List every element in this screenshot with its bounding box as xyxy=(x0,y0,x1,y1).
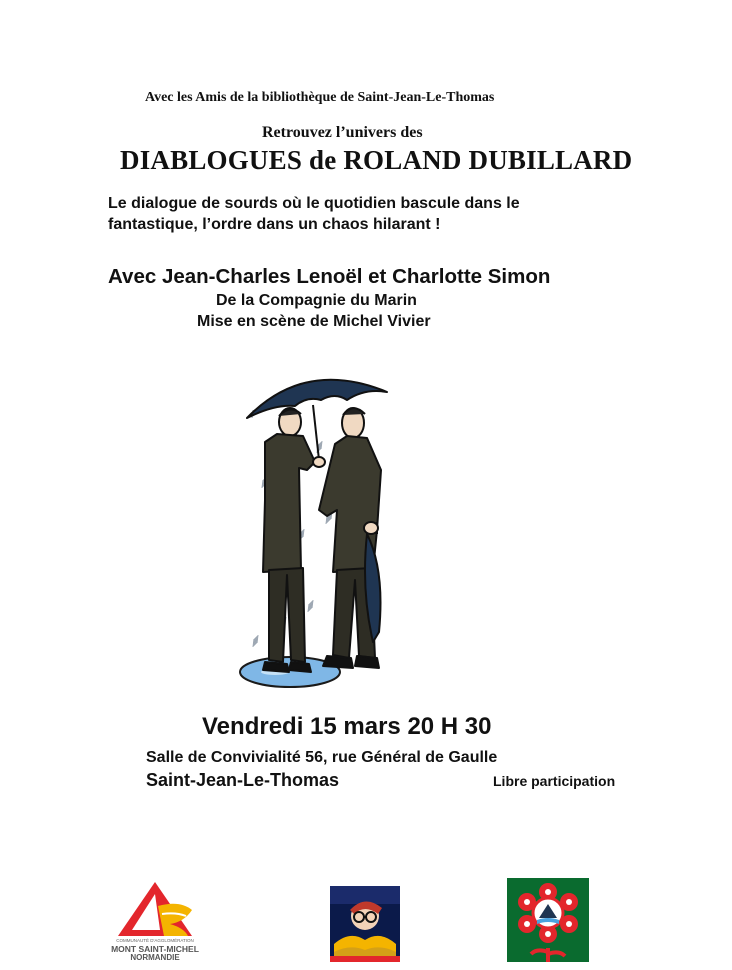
agglo-logo-line-2: MONT SAINT-MICHEL xyxy=(111,944,199,954)
cast-line: Avec Jean-Charles Lenoël et Charlotte Simon xyxy=(108,265,551,288)
mont-saint-michel-logo-icon xyxy=(100,880,210,938)
mont-saint-michel-agglo-logo xyxy=(100,880,210,962)
flower-logo xyxy=(507,878,589,962)
page-title: DIABLOGUES de ROLAND DUBILLARD xyxy=(120,145,633,175)
director-line: Mise en scène de Michel Vivier xyxy=(197,313,431,330)
agglo-logo-line-1: COMMUNAUTÉ D'AGGLOMÉRATION xyxy=(116,938,194,943)
description-line-1: Le dialogue de sourds où le quotidien bascule dans le xyxy=(108,195,520,212)
company-line: De la Compagnie du Marin xyxy=(216,292,417,309)
lead-line: Retrouvez l’univers des xyxy=(262,124,423,141)
event-town: Saint-Jean-Le-Thomas xyxy=(146,770,340,790)
two-men-umbrella-illustration xyxy=(235,370,400,695)
man-with-closed-umbrella xyxy=(319,408,381,668)
agglo-logo-line-3: NORMANDIE xyxy=(130,953,180,962)
event-venue: Salle de Convivialité 56, rue Général de Gaulle xyxy=(146,749,498,766)
description-line-2: fantastique, l’ordre dans un chaos hilarant ! xyxy=(108,216,441,233)
intro-line: Avec les Amis de la bibliothèque de Saint-Jean-Le-Thomas xyxy=(145,90,495,105)
library-reader-logo xyxy=(330,886,400,962)
entry-note: Libre participation xyxy=(493,773,616,789)
event-date: Vendredi 15 mars 20 H 30 xyxy=(202,713,492,740)
